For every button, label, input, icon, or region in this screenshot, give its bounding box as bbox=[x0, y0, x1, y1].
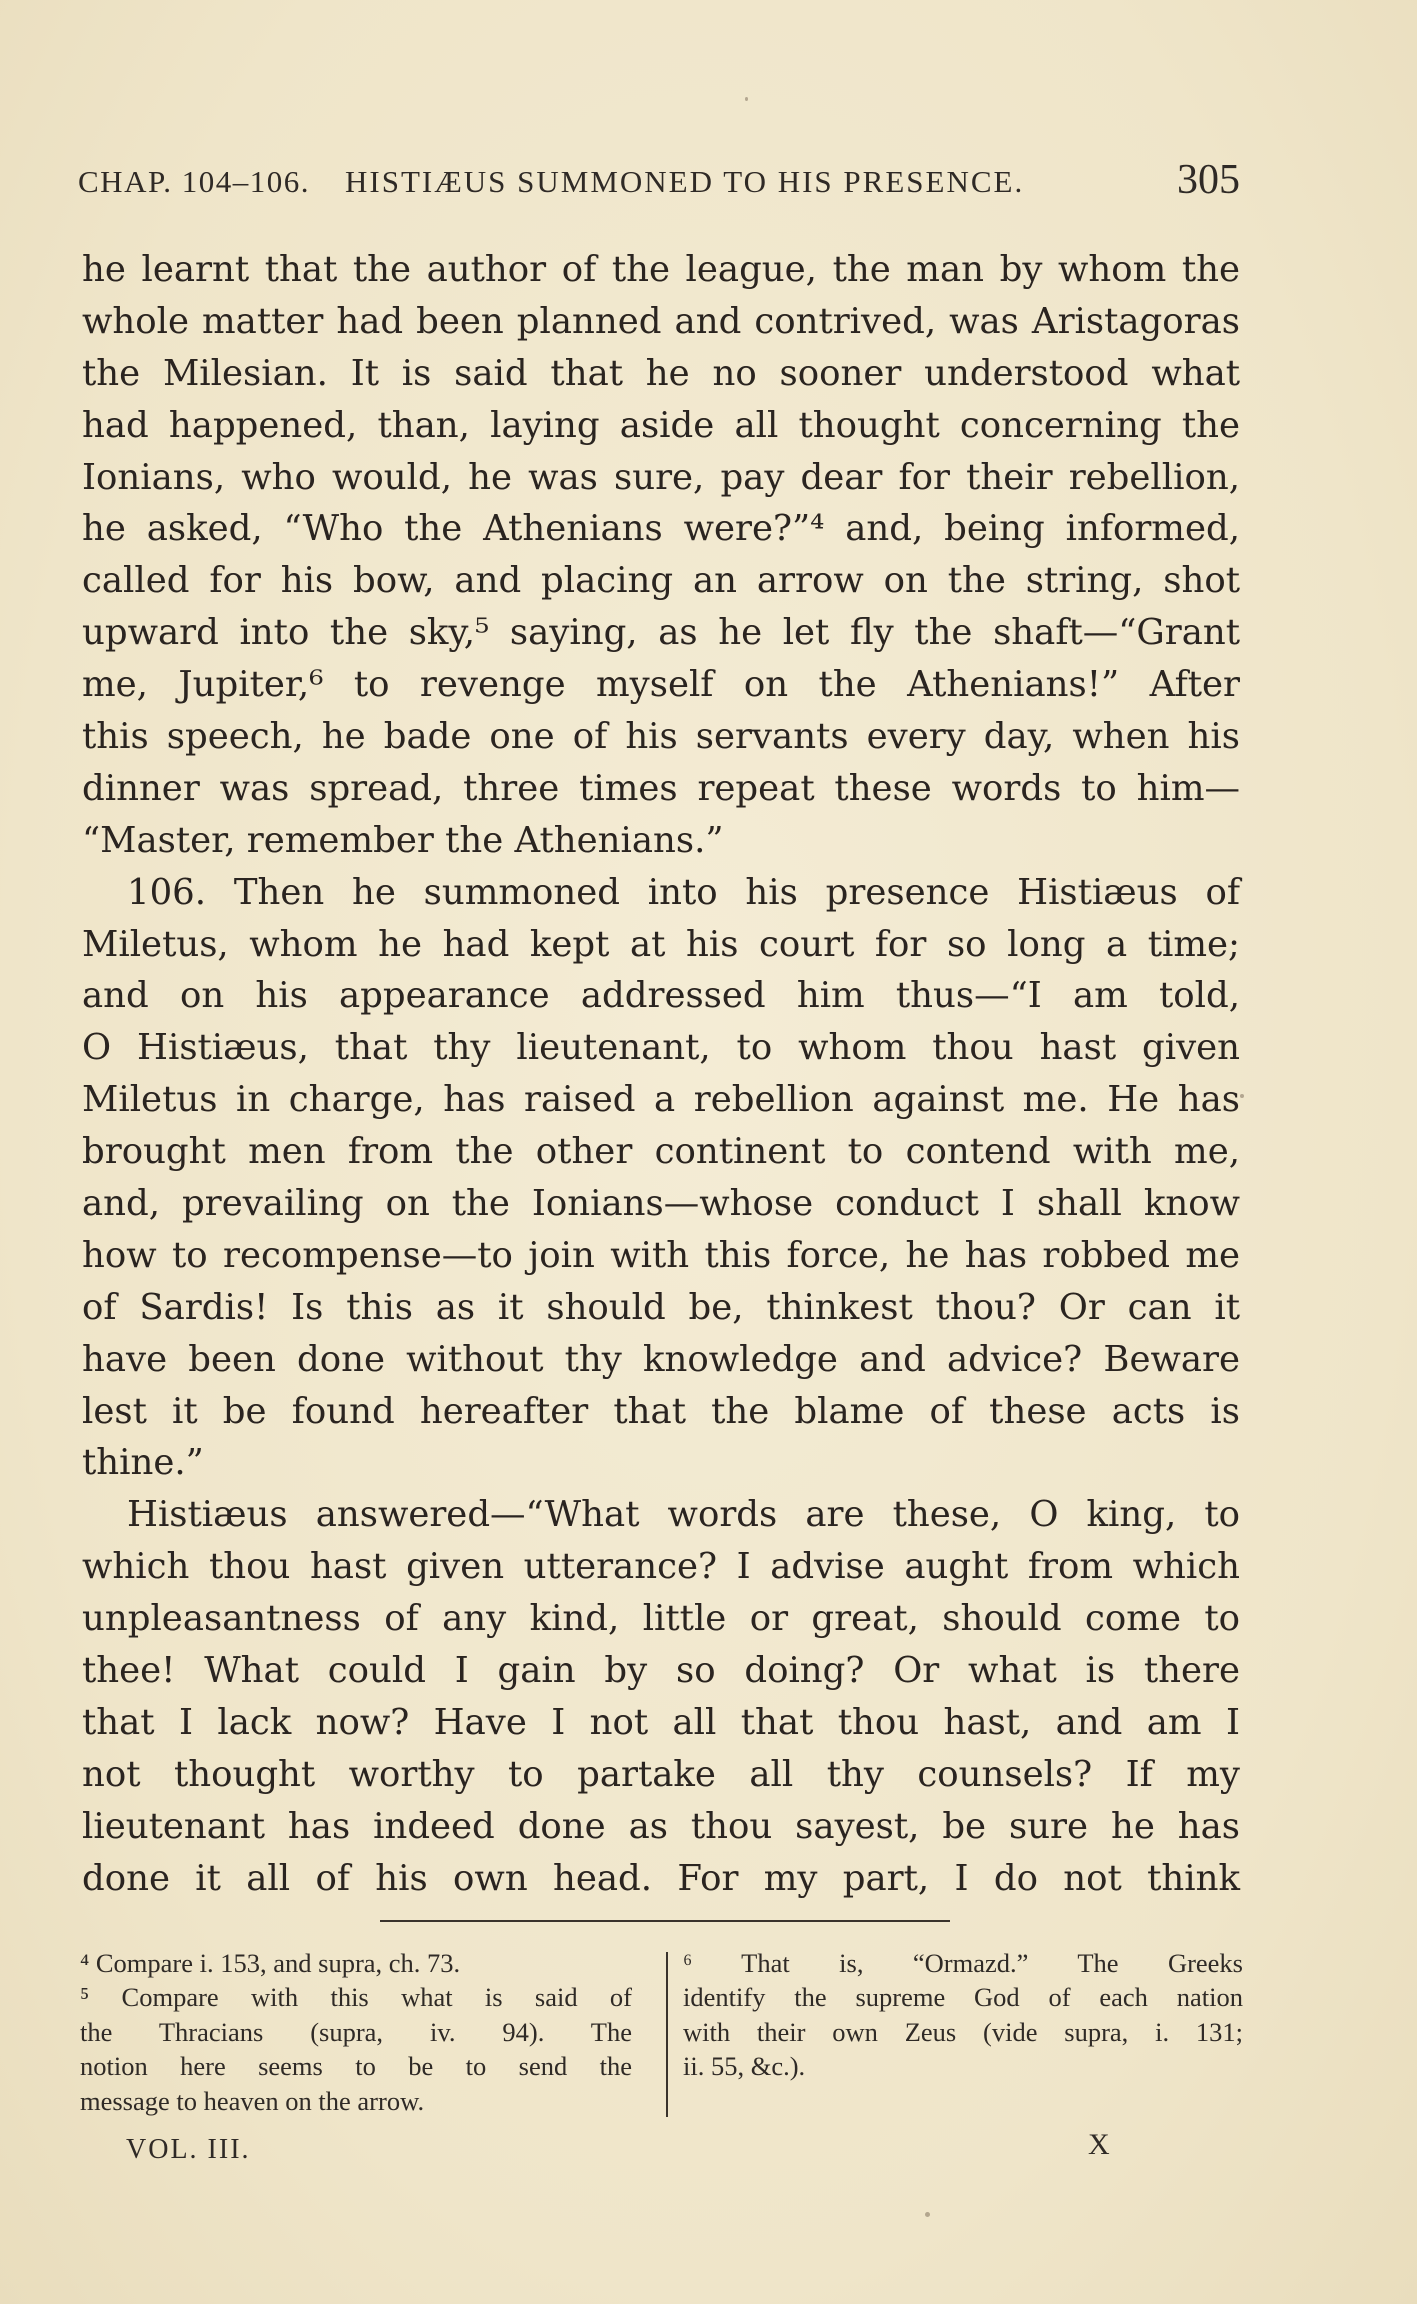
footnote-line: the Thracians (supra, iv. 94). The bbox=[80, 2016, 632, 2047]
text-line: of Sardis! Is this as it should be, thinkest thou? Or can it bbox=[82, 1286, 1240, 1328]
main-text bbox=[82, 244, 1240, 1905]
text-line: the Milesian. It is said that he no sooner understood what bbox=[82, 352, 1240, 394]
paper-speck bbox=[925, 2212, 930, 2217]
text-line: thine.” bbox=[82, 1442, 204, 1484]
footnote-line: identify the supreme God of each nation bbox=[683, 1982, 1243, 2013]
text-line: he asked, “Who the Athenians were?”⁴ and, being informed, bbox=[82, 508, 1240, 550]
text-line: Miletus, whom he had kept at his court for so long a time; bbox=[82, 923, 1240, 965]
text-line: not thought worthy to partake all thy counsels? If my bbox=[82, 1753, 1240, 1795]
footnote-line: ⁶ That is, “Ormazd.” The Greeks bbox=[683, 1948, 1243, 1978]
footnotes-right-column bbox=[683, 1946, 1243, 2084]
text-line: called for his bow, and placing an arrow on the string, shot bbox=[82, 560, 1240, 602]
text-line: brought men from the other continent to contend with me, bbox=[82, 1131, 1240, 1173]
footnote-rule bbox=[380, 1920, 950, 1922]
signature-mark: X bbox=[1088, 2128, 1110, 2161]
text-line: have been done without thy knowledge and advice? Beware bbox=[82, 1338, 1240, 1380]
text-line: me, Jupiter,⁶ to revenge myself on the Athenians!” After bbox=[82, 664, 1240, 706]
text-line: O Histiæus, that thy lieutenant, to whom thou hast given bbox=[82, 1027, 1240, 1069]
text-line: done it all of his own head. For my part, I do not think bbox=[82, 1857, 1240, 1899]
text-line: he learnt that the author of the league, the man by whom the bbox=[82, 249, 1240, 290]
page-number: 305 bbox=[1177, 157, 1240, 203]
text-line: which thou hast given utterance? I advise aught from which bbox=[82, 1546, 1240, 1588]
footnote-line: with their own Zeus (vide supra, i. 131; bbox=[683, 2016, 1243, 2047]
section-start-line: 106. Then he summoned into his presence Histiæus of bbox=[127, 871, 1240, 913]
footnote-line: ii. 55, &c.). bbox=[683, 2051, 806, 2082]
running-title: HISTIÆUS SUMMONED TO HIS PRESENCE. bbox=[345, 164, 1025, 199]
footnote-line: ⁵ Compare with this what is said of bbox=[80, 1982, 632, 2013]
text-line: lieutenant has indeed done as thou sayest, be sure he has bbox=[82, 1805, 1240, 1847]
footnote-line: ⁴ Compare i. 153, and supra, ch. 73. bbox=[80, 1948, 461, 1978]
text-line: unpleasantness of any kind, little or great, should come to bbox=[82, 1598, 1240, 1640]
text-line: upward into the sky,⁵ saying, as he let fly the shaft—“Grant bbox=[82, 612, 1240, 654]
paragraph-start-line: Histiæus answered—“What words are these, O king, to bbox=[127, 1494, 1240, 1536]
footnote-line: notion here seems to be to send the bbox=[80, 2051, 632, 2082]
text-line: whole matter had been planned and contrived, was Aristagoras bbox=[82, 300, 1240, 342]
text-line: and, prevailing on the Ionians—whose conduct I shall know bbox=[82, 1183, 1240, 1225]
footnotes-left-column bbox=[80, 1946, 632, 2118]
text-line: Ionians, who would, he was sure, pay dear for their rebellion, bbox=[82, 456, 1240, 498]
text-line: and on his appearance addressed him thus—“I am told, bbox=[82, 975, 1240, 1017]
footnote-line: message to heaven on the arrow. bbox=[80, 2085, 425, 2116]
text-line: this speech, he bade one of his servants every day, when his bbox=[82, 716, 1240, 758]
text-line: Miletus in charge, has raised a rebellion against me. He has bbox=[82, 1079, 1240, 1121]
text-line: thee! What could I gain by so doing? Or what is there bbox=[82, 1650, 1240, 1692]
text-line: that I lack now? Have I not all that thou hast, and am I bbox=[82, 1701, 1240, 1743]
paper-speck bbox=[1240, 1094, 1244, 1098]
volume-label: VOL. III. bbox=[126, 2134, 251, 2165]
text-line: lest it be found hereafter that the blame of these acts is bbox=[82, 1390, 1240, 1432]
running-header bbox=[78, 157, 1240, 204]
paper-speck bbox=[745, 97, 748, 101]
text-line: how to recompense—to join with this force, he has robbed me bbox=[82, 1234, 1240, 1276]
text-line: “Master, remember the Athenians.” bbox=[82, 819, 724, 861]
text-line: had happened, than, laying aside all thought concerning the bbox=[82, 404, 1240, 446]
chapter-reference: CHAP. 104–106. bbox=[78, 164, 311, 199]
footnote-column-divider bbox=[666, 1952, 668, 2117]
text-line: dinner was spread, three times repeat these words to him— bbox=[82, 767, 1240, 809]
